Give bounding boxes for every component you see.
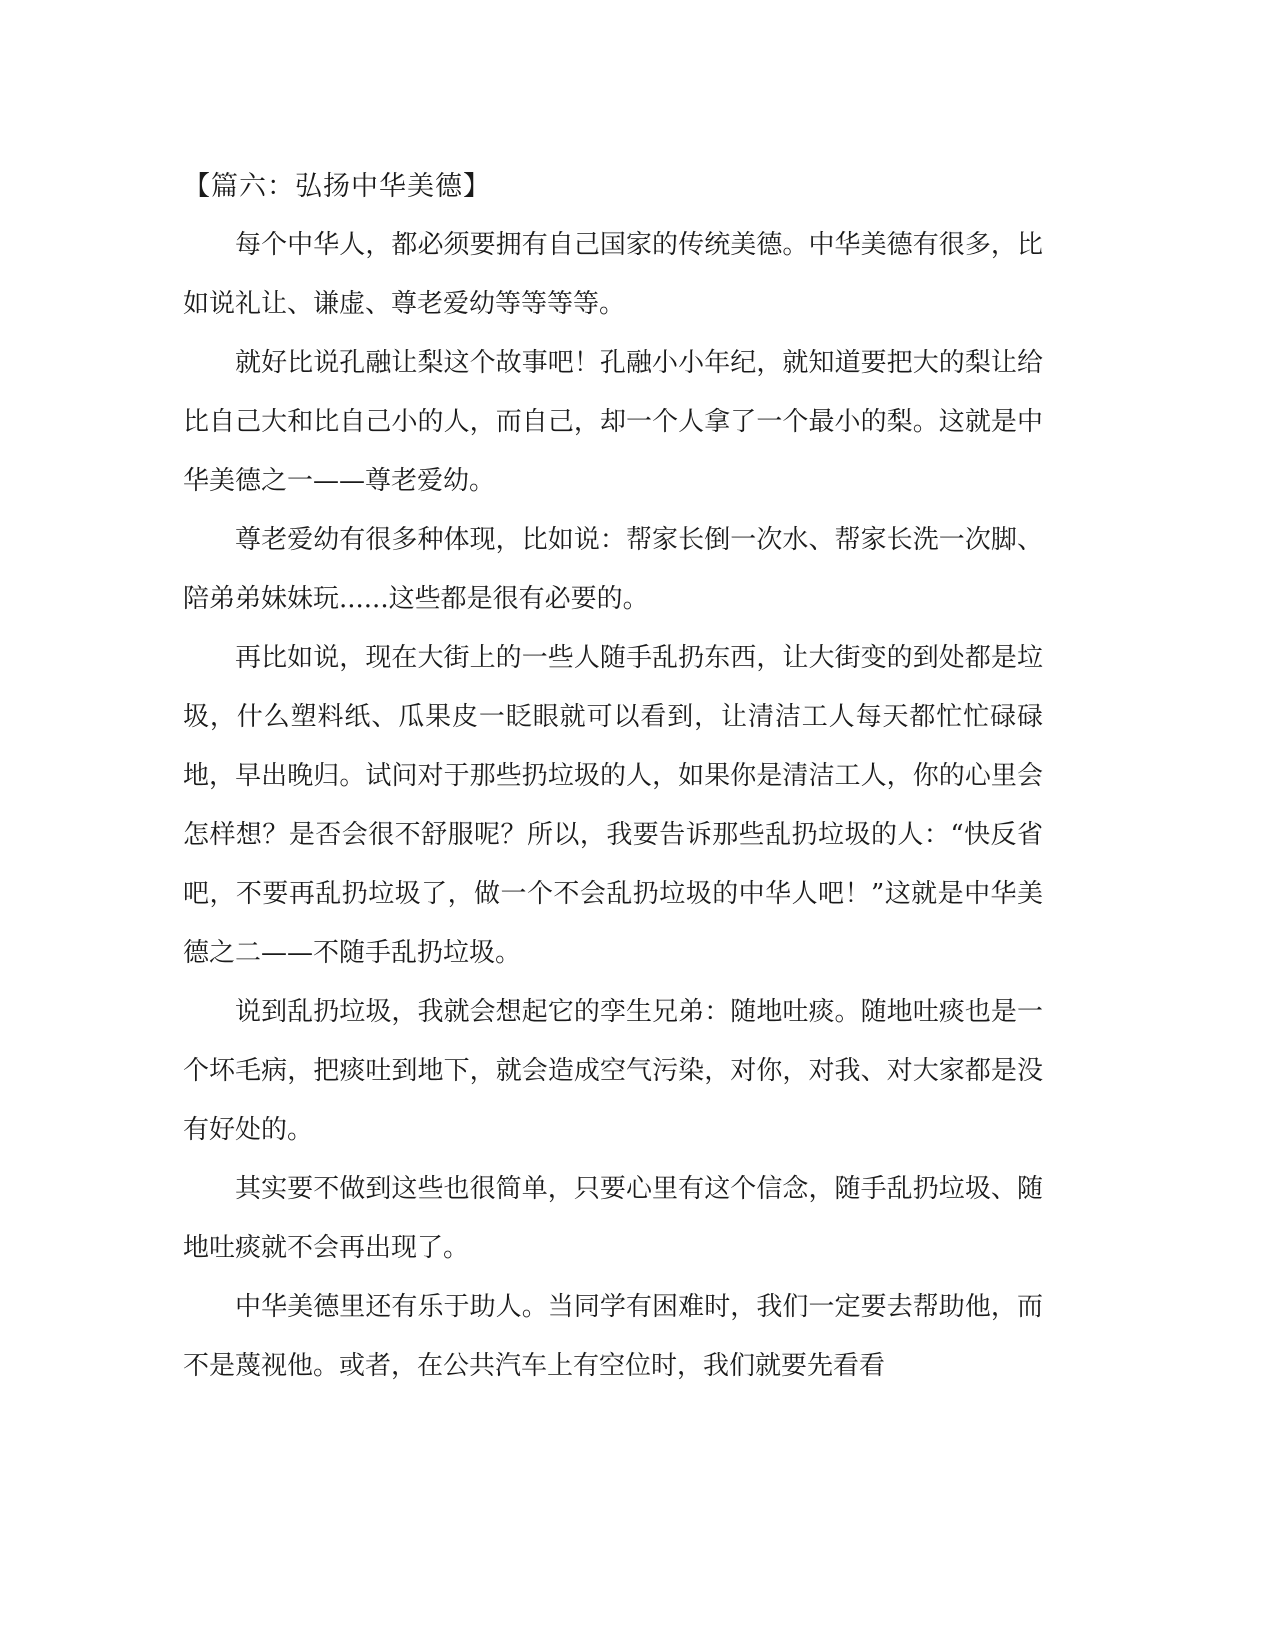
paragraph-7: 中华美德里还有乐于助人。当同学有困难时，我们一定要去帮助他，而不是蔑视他。或者，在公共汽车上有空位时，我们就要先看看 bbox=[183, 1292, 1043, 1381]
paragraph-2: 就好比说孔融让梨这个故事吧！孔融小小年纪，就知道要把大的梨让给比自己大和比自己小的人，而自己，却一个人拿了一个最小的梨。这就是中华美德之一——尊老爱幼。 bbox=[183, 348, 1043, 496]
paragraph-5: 说到乱扔垃圾，我就会想起它的孪生兄弟：随地吐痰。随地吐痰也是一个坏毛病，把痰吐到地下，就会造成空气污染，对你，对我、对大家都是没有好处的。 bbox=[183, 997, 1043, 1145]
section-heading: 【篇六：弘扬中华美德】 bbox=[183, 171, 491, 202]
paragraph-1: 每个中华人，都必须要拥有自己国家的传统美德。中华美德有很多，比如说礼让、谦虚、尊老爱幼等等等等。 bbox=[183, 230, 1043, 319]
paragraph-4: 再比如说，现在大街上的一些人随手乱扔东西，让大街变的到处都是垃圾，什么塑料纸、瓜果皮一眨眼就可以看到，让清洁工人每天都忙忙碌碌地，早出晚归。试问对于那些扔垃圾的人，如果你是清洁工人，你的心里会怎样想？是否会很不舒服呢？所以，我要告诉那些乱扔垃圾的人：“快反省吧，不要再乱扔垃圾了，做一个不会乱扔垃圾的中华人吧！”这就是中华美德之二——不随手乱扔垃圾。 bbox=[183, 643, 1043, 968]
document-page bbox=[183, 157, 1043, 1396]
paragraph-3: 尊老爱幼有很多种体现，比如说：帮家长倒一次水、帮家长洗一次脚、陪弟弟妹妹玩......这些都是很有必要的。 bbox=[183, 525, 1043, 614]
paragraph-6: 其实要不做到这些也很简单，只要心里有这个信念，随手乱扔垃圾、随地吐痰就不会再出现了。 bbox=[183, 1174, 1043, 1263]
